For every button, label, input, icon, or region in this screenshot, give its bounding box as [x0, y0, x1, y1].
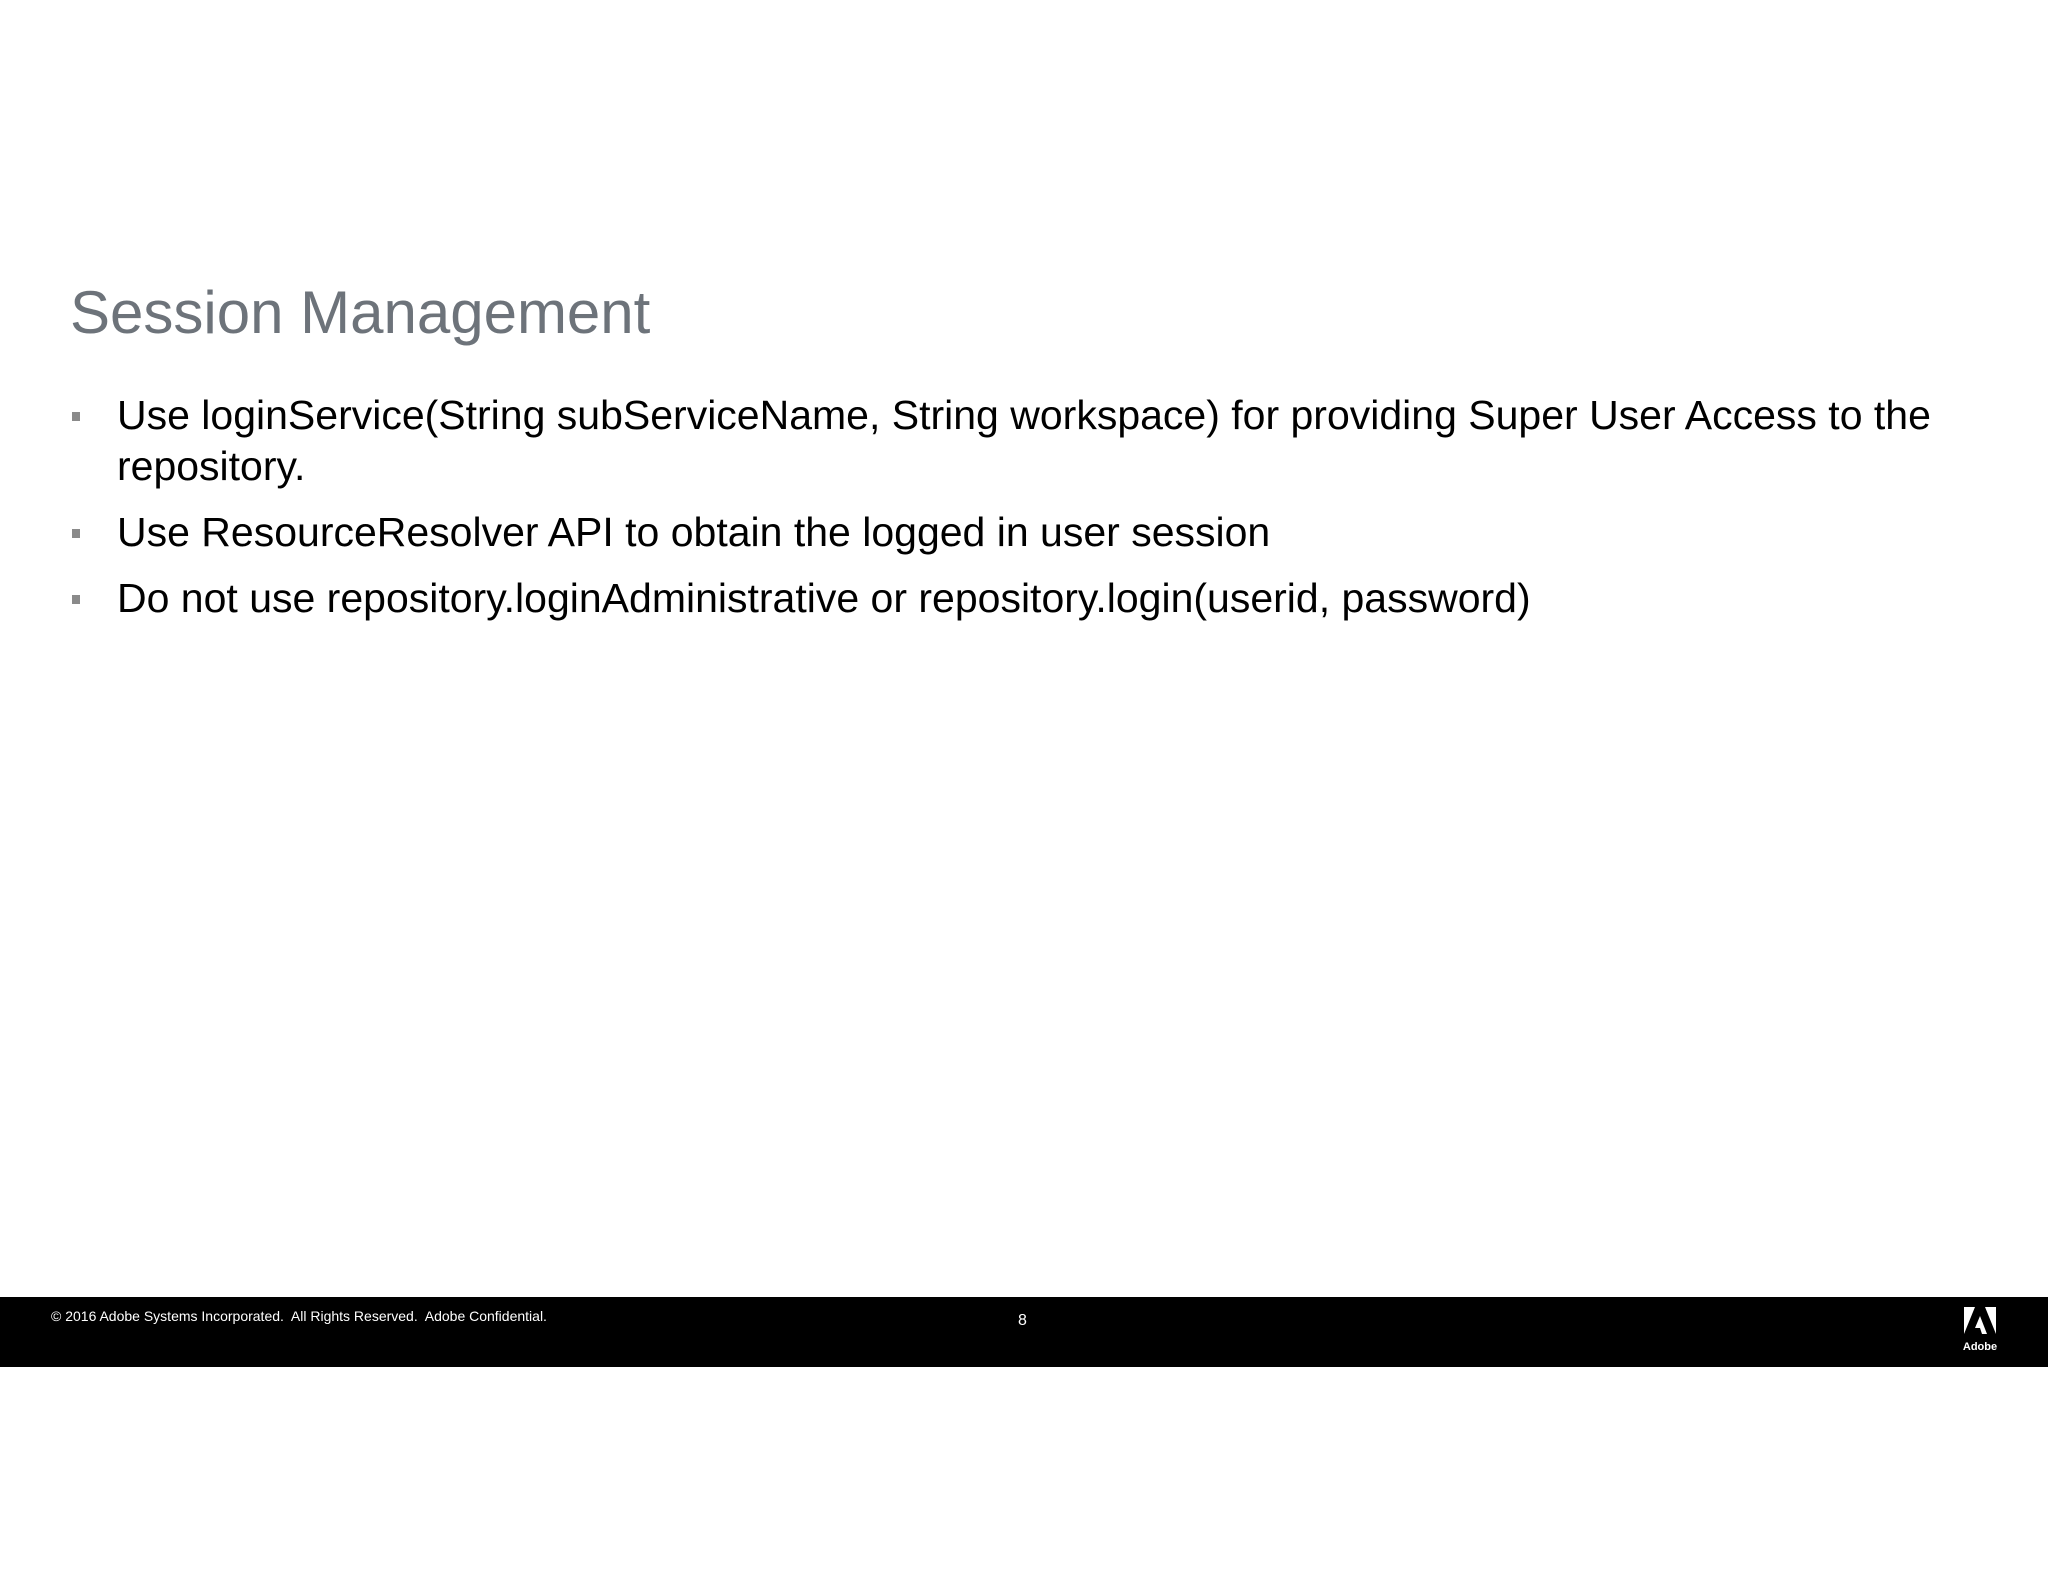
- page-number: 8: [1018, 1312, 1027, 1329]
- slide-title: Session Management: [70, 279, 651, 346]
- bullet-text: Use ResourceResolver API to obtain the logged in user session: [117, 509, 1271, 555]
- square-bullet-icon: [72, 412, 80, 421]
- bullet-item: [70, 573, 1970, 624]
- square-bullet-icon: [72, 595, 80, 604]
- copyright-notice: © 2016 Adobe Systems Incorporated. All Rights Reserved. Adobe Confidential.: [51, 1308, 547, 1324]
- bullet-text: Use loginService(String subServiceName, String workspace) for providing Super User Access to the repository.: [117, 392, 1931, 489]
- bullet-item: [70, 507, 1970, 558]
- bullet-list: [70, 390, 1970, 639]
- bullet-text: Do not use repository.loginAdministrative or repository.login(userid, password): [117, 575, 1531, 621]
- logo-wordmark: Adobe: [1962, 1341, 1998, 1353]
- footer-bar: [0, 1297, 2048, 1367]
- adobe-logo-icon: [1962, 1307, 1998, 1355]
- bullet-item: [70, 390, 1970, 492]
- square-bullet-icon: [72, 529, 80, 538]
